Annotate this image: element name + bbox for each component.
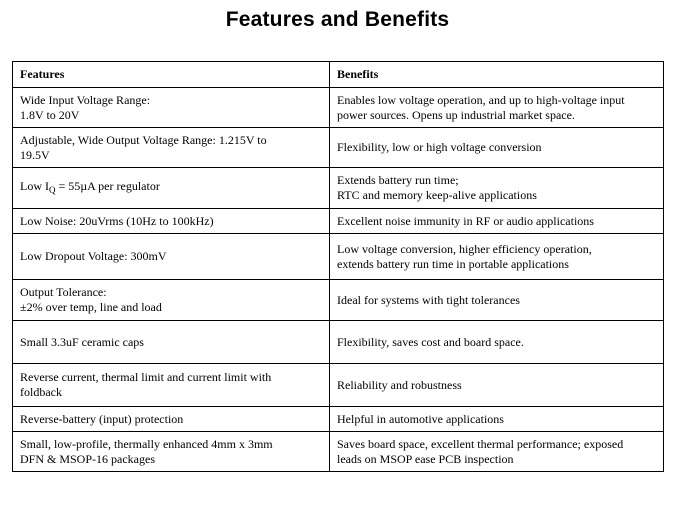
feature-subscript: Q — [49, 184, 56, 195]
feature-line: Small 3.3uF ceramic caps — [20, 334, 144, 349]
features-header: Features — [13, 62, 330, 88]
feature-cell — [13, 209, 330, 234]
feature-line: 19.5V — [20, 147, 50, 162]
feature-line: foldback — [20, 385, 62, 399]
feature-cell — [13, 280, 330, 321]
benefit-line: Saves board space, excellent thermal performance; exposed — [337, 436, 624, 451]
feature-cell — [13, 88, 330, 128]
table-header-row — [13, 62, 664, 88]
feature-line: Output Tolerance: — [20, 285, 107, 299]
table-row — [13, 128, 664, 168]
feature-line: Low Dropout Voltage: 300mV — [20, 249, 167, 263]
benefit-cell — [330, 88, 664, 128]
feature-line: ±2% over temp, line and load — [20, 300, 162, 314]
benefit-cell — [330, 407, 664, 432]
feature-cell — [13, 407, 330, 432]
benefit-line: Low voltage conversion, higher efficiency operation, — [337, 241, 592, 256]
table-row — [13, 234, 664, 280]
benefit-cell — [330, 432, 664, 472]
benefit-cell — [330, 209, 664, 234]
benefit-cell — [330, 280, 664, 321]
table-row — [13, 168, 664, 209]
table-row — [13, 321, 664, 364]
table-row — [13, 407, 664, 432]
feature-line: Adjustable, Wide Output Voltage Range: 1.215V to — [20, 132, 267, 147]
benefit-cell — [330, 128, 664, 168]
features-benefits-table — [12, 61, 664, 472]
benefit-line: Ideal for systems with tight tolerances — [337, 292, 520, 307]
benefit-line: extends battery run time in portable applications — [337, 256, 569, 271]
feature-line: DFN & MSOP-16 packages — [20, 451, 155, 466]
table-row — [13, 280, 664, 321]
feature-cell — [13, 432, 330, 472]
table-row — [13, 364, 664, 407]
table-row — [13, 209, 664, 234]
benefit-line: Flexibility, saves cost and board space. — [337, 334, 524, 349]
benefit-line: power sources. Opens up industrial market space. — [337, 107, 575, 122]
feature-line: Reverse current, thermal limit and current limit with — [20, 370, 272, 384]
benefit-line: Excellent noise immunity in RF or audio applications — [337, 213, 594, 228]
table-row — [13, 432, 664, 472]
benefit-line: leads on MSOP ease PCB inspection — [337, 451, 514, 466]
benefit-line: Enables low voltage operation, and up to high-voltage input — [337, 92, 625, 107]
feature-prefix: Low I — [20, 178, 49, 193]
benefit-cell — [330, 234, 664, 280]
benefit-cell — [330, 168, 664, 209]
benefit-cell — [330, 321, 664, 364]
feature-cell — [13, 234, 330, 280]
feature-suffix: = 55µA per regulator — [55, 178, 160, 193]
benefit-line: Extends battery run time; — [337, 173, 459, 187]
feature-line: Small, low-profile, thermally enhanced 4mm x 3mm — [20, 436, 273, 451]
page-title: Features and Benefits — [225, 8, 450, 31]
feature-line: 1.8V to 20V — [20, 107, 80, 122]
benefits-header: Benefits — [330, 62, 664, 88]
benefit-line: Helpful in automotive applications — [337, 411, 504, 426]
feature-line: Wide Input Voltage Range: — [20, 92, 151, 107]
feature-cell — [13, 321, 330, 364]
benefit-line: RTC and memory keep-alive applications — [337, 188, 537, 202]
feature-line: Low Noise: 20uVrms (10Hz to 100kHz) — [20, 213, 214, 228]
benefit-line: Reliability and robustness — [337, 377, 462, 392]
table-row — [13, 88, 664, 128]
benefit-line: Flexibility, low or high voltage conversion — [337, 140, 542, 154]
feature-line: Reverse-battery (input) protection — [20, 411, 184, 426]
benefit-cell — [330, 364, 664, 407]
feature-cell — [13, 364, 330, 407]
feature-cell — [13, 168, 330, 209]
feature-cell — [13, 128, 330, 168]
